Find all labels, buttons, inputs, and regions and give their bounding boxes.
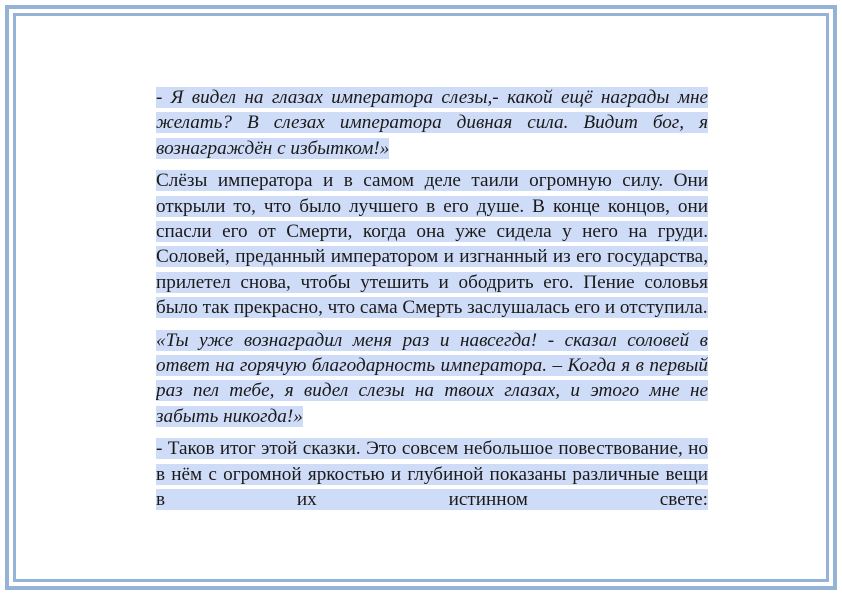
paragraph-quote-nightingale: [156, 85, 708, 161]
paragraph-text: - Таков итог этой сказки. Это совсем небольшое повествование, но в нём с огромной яркостью и глубиной показаны различные вещи в их истинном свете:: [156, 438, 708, 511]
paragraph-emperor-tears: [156, 168, 708, 320]
paragraph-text: «Ты уже вознаградил меня раз и навсегда! - сказал соловей в ответ на горячую благодарность императора. – Когда я в первый раз пел тебе, я видел слезы на твоих глазах, и этого мне не забыть никогда!»: [156, 329, 708, 427]
paragraph-text: - Я видел на глазах императора слезы,- какой ещё награды мне желать? В слезах императора дивная сила. Видит бог, я вознаграждён с избытком!»: [156, 87, 708, 159]
paragraph-text: Слёзы императора и в самом деле таили огромную силу. Они открыли то, что было лучшего в его душе. В конце концов, они спасли его от Смерти, когда она уже сидела у него на груди. Соловей, преданный императором и изгнанный из его государства, прилетел снова, чтобы утешить и ободрить его. Пение соловья было так прекрасно, что сама Смерть заслушалась его и отступила.: [156, 170, 708, 319]
paragraph-quote-rewarded: [156, 328, 708, 430]
paragraph-tale-summary: [156, 436, 708, 512]
text-block: [156, 85, 708, 553]
